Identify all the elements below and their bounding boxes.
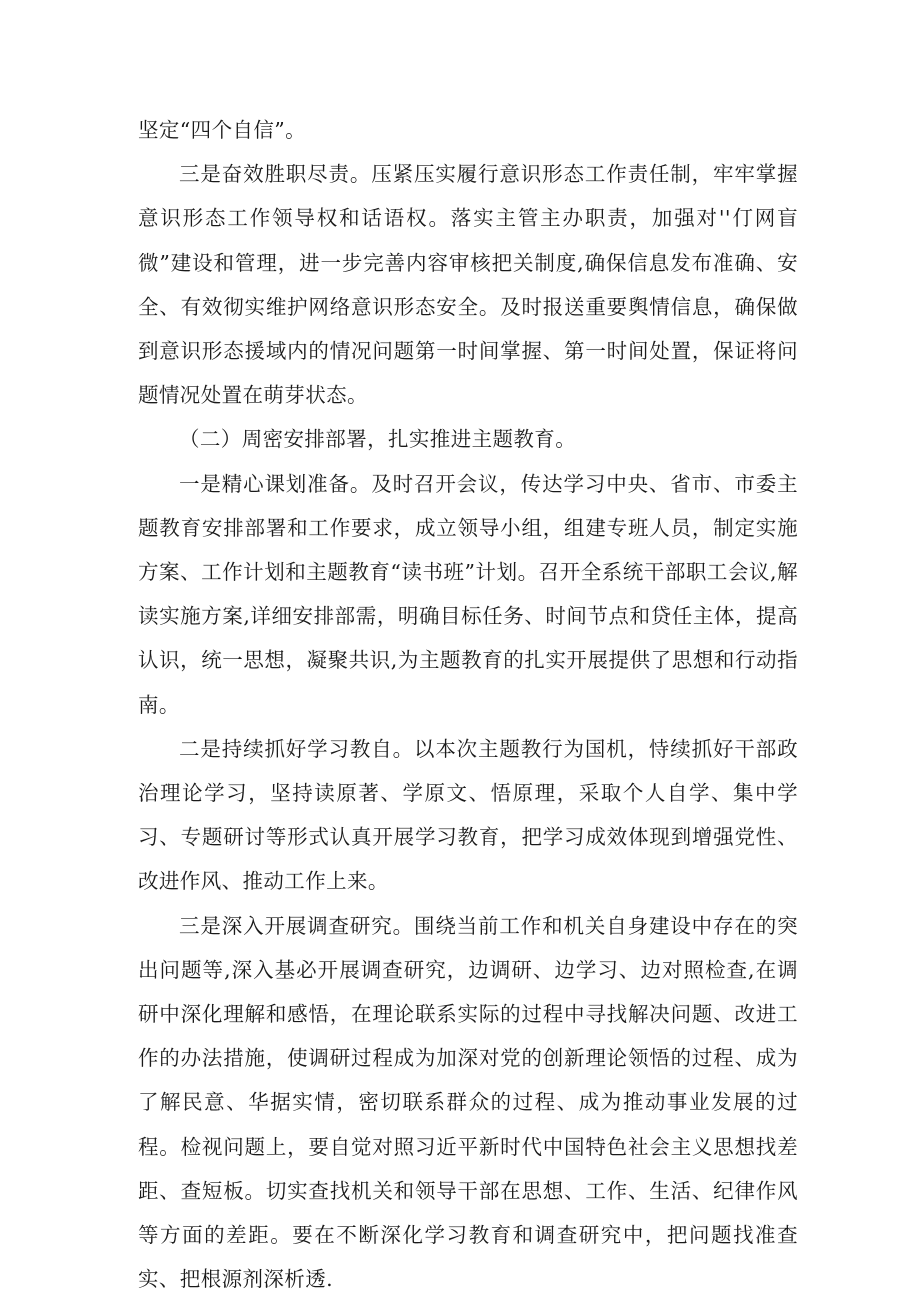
document-body — [138, 108, 798, 1301]
paragraph-1: 坚定“四个自信”。 — [138, 118, 307, 142]
section-heading: （二）周密安排部署，扎实推进主题教育。 — [179, 427, 577, 452]
paragraph-3: 一是精心课划准备。及时召开会议，传达学习中央、省市、市委主题教育安排部署和工作要求，成立领导小组，组建专班人员，制定实施方案、工作计划和主题教育“读书班”计划。召开全系统干部职工会议,解读实施方案,详细安排部需，明确目标任务、时间节点和贷任主体，提高认识，统一思想，凝聚共识,为主题教育的扎实开展提供了思想和行动指南。 — [138, 471, 798, 717]
paragraph-4: 二是持续抓好学习教自。以本次主题教行为国机，恃续抓好干部政治理论学习，坚持读原著、学原文、悟原理，采取个人自学、集中学习、专题研讨等形式认真开展学习教育，把学习成效体现到增强党性、改进作风、推动工作上来。 — [138, 736, 798, 894]
paragraph-2: 三是奋效胜职尽责。压紧压实履行意识形态工作责任制，牢牢掌握意识形态工作领导权和话语权。落实主管主办职责，加强对''仃网盲微”建设和管理，进一步完善内容审核把关制度,确保信息发布准确、安全、有效彻实维护网络意识形态安全。及时报送重要舆情信息，确保做到意识形态援域内的情况问题第一时间掌握、第一时间处置，保证将问题情况处置在萌芽状态。 — [138, 162, 798, 408]
paragraph-5: 三是深入开展调查研究。围绕当前工作和机关自身建设中存在的突出问题等,深入基必开展调查研究，边调研、边学习、边对照检查,在调研中深化理解和感悟，在理论联系实际的过程中寻找解决问题、改进工作的办法措施，使调研过程成为加深对党的创新理论领悟的过程、成为了解民意、华据实情，密切联系群众的过程、成为推动事业发展的过程。检视问题上，要自觉对照习近平新时代中国特色社会主义思想找差距、查短板。切实查找机关和领导干部在思想、工作、生活、纪律作风等方面的差距。要在不断深化学习教育和调查研究中，把问题找准查实、把根源剂深析透. — [138, 913, 798, 1292]
